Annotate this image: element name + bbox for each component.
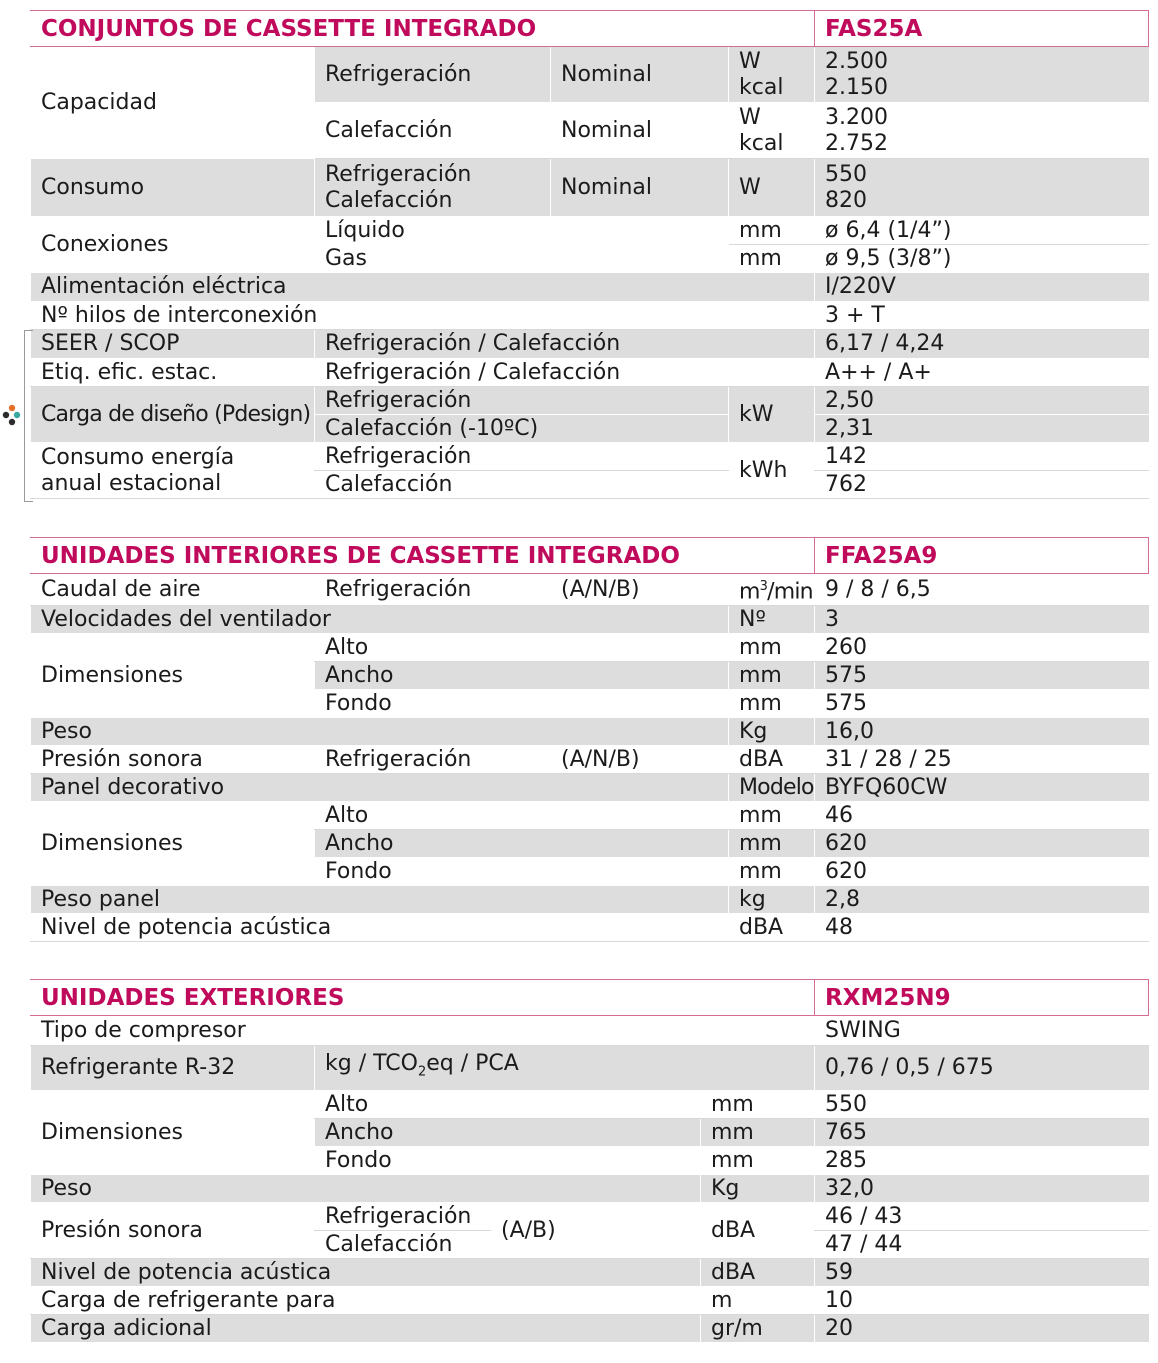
label-peso: Peso [31, 1175, 701, 1203]
value-gas: ø 9,5 (3/8”) [815, 245, 1149, 273]
label-ancho: Ancho [315, 830, 729, 858]
value-hilos: 3 + T [815, 302, 1149, 330]
label-nivel: Nivel de potencia acústica [31, 1259, 701, 1287]
value-carga-adicional: 20 [815, 1315, 1149, 1343]
unit-m3min: $m^3/\min$ [729, 574, 815, 606]
unit-mm: mm [729, 217, 815, 245]
label-ref-cal: Refrigeración / Calefacción [315, 359, 815, 387]
unit-kg: Kg [729, 718, 815, 746]
unit-mm: mm [729, 802, 815, 830]
label-calefaccion: Calefacción [315, 471, 729, 499]
unit-kg: Kg [701, 1175, 815, 1203]
label-alto: Alto [315, 802, 729, 830]
label-dimensiones: Dimensiones [31, 1091, 315, 1175]
value-peso: 16,0 [815, 718, 1149, 746]
label-carga-adicional: Carga adicional [31, 1315, 701, 1343]
label-calefaccion: Calefacción [315, 1231, 491, 1259]
label-alto: Alto [315, 634, 729, 662]
label-fondo: Fondo [315, 1147, 701, 1175]
label-tco-pca: kg / $TCO_2eq$ / PCA [315, 1046, 815, 1091]
model-name: RXM25N9 [815, 980, 1149, 1016]
unit-dba: dBA [701, 1259, 815, 1287]
label-ref-cal: Refrigeración / Calefacción [315, 330, 815, 359]
value-ancho: 575 [815, 662, 1149, 690]
unit-w: W [729, 159, 815, 217]
section-conjuntos [30, 10, 1148, 499]
label-caudal: Caudal de aire [31, 574, 315, 606]
unit-mm: mm [729, 690, 815, 718]
label-consumo: Consumo [31, 159, 315, 217]
value-anual-ref: 142 [815, 443, 1149, 471]
section-interiores [30, 537, 1148, 942]
value-fondo: 285 [815, 1147, 1149, 1175]
unit-mm: mm [701, 1147, 815, 1175]
value-compresor: SWING [815, 1016, 1149, 1046]
model-name: FAS25A [815, 11, 1149, 47]
label-presion: Presión sonora [31, 1203, 315, 1259]
unit-grm: gr/m [701, 1315, 815, 1343]
label-ab: (A/B) [491, 1203, 701, 1259]
label-consumo-anual: Consumo energía anual estacional [31, 443, 315, 499]
label-presion: Presión sonora [31, 746, 315, 774]
value-cap-cal: 3.200 2.752 [815, 103, 1149, 159]
label-refrigeracion: Refrigeración [315, 387, 729, 415]
section-title: UNIDADES EXTERIORES [31, 980, 815, 1016]
label-anb: (A/N/B) [551, 746, 729, 774]
label-refrigeracion: Refrigeración [315, 574, 551, 606]
unit-mm: mm [701, 1119, 815, 1147]
label-dimensiones: Dimensiones [31, 634, 315, 718]
value-cap-ref: 2.500 2.150 [815, 47, 1149, 103]
label-refrigeracion: Refrigeración [315, 746, 551, 774]
label-conexiones: Conexiones [31, 217, 315, 273]
value-alto: 260 [815, 634, 1149, 662]
value-etiq: A++ / A+ [815, 359, 1149, 387]
label-ancho: Ancho [315, 662, 729, 690]
label-cal-10: Calefacción (-10ºC) [315, 415, 729, 443]
label-ancho: Ancho [315, 1119, 701, 1147]
value-caudal: 9 / 8 / 6,5 [815, 574, 1149, 606]
label-refrigerante: Refrigerante R-32 [31, 1046, 315, 1091]
label-gas: Gas [315, 245, 729, 273]
eco-bracket [24, 330, 33, 502]
label-etiq: Etiq. efic. estac. [31, 359, 315, 387]
label-seer: SEER / SCOP [31, 330, 315, 359]
unit-m: m [701, 1287, 815, 1315]
value-peso-panel: 2,8 [815, 886, 1149, 914]
value-seer: 6,17 / 4,24 [815, 330, 1149, 359]
value-liquido: ø 6,4 (1/4”) [815, 217, 1149, 245]
label-alto: Alto [315, 1091, 701, 1119]
label-peso: Peso [31, 718, 729, 746]
section-title: UNIDADES INTERIORES DE CASSETTE INTEGRADO [31, 538, 815, 574]
value-nivel: 59 [815, 1259, 1149, 1287]
unit-w-kcal: W kcal [729, 103, 815, 159]
unit-kw: kW [729, 387, 815, 443]
unit-modelo: Modelo [729, 774, 815, 802]
label-nominal: Nominal [551, 47, 729, 103]
value-carga-ref: 2,50 [815, 387, 1149, 415]
label-fondo: Fondo [315, 690, 729, 718]
value-panel-fondo: 620 [815, 858, 1149, 886]
value-alto: 550 [815, 1091, 1149, 1119]
label-refrigeracion: Refrigeración [315, 1203, 491, 1231]
section-title: CONJUNTOS DE CASSETTE INTEGRADO [31, 11, 815, 47]
value-presion-cal: 47 / 44 [815, 1231, 1149, 1259]
unit-dba: dBA [701, 1203, 815, 1259]
value-carga-cal: 2,31 [815, 415, 1149, 443]
value-ancho: 765 [815, 1119, 1149, 1147]
label-compresor: Tipo de compresor [31, 1016, 815, 1046]
eco-dots-icon [0, 403, 24, 427]
value-nivel: 48 [815, 914, 1149, 942]
label-velocidades: Velocidades del ventilador [31, 606, 729, 634]
value-panel: BYFQ60CW [815, 774, 1149, 802]
value-panel-alto: 46 [815, 802, 1149, 830]
value-refrigerante: 0,76 / 0,5 / 675 [815, 1046, 1149, 1091]
label-alimentacion: Alimentación eléctrica [31, 273, 815, 302]
label-panel: Panel decorativo [31, 774, 729, 802]
label-peso-panel: Peso panel [31, 886, 729, 914]
unit-mm: mm [729, 634, 815, 662]
label-refrigeracion: Refrigeración [315, 443, 729, 471]
value-alimentacion: I/220V [815, 273, 1149, 302]
unit-mm: mm [701, 1091, 815, 1119]
label-nominal: Nominal [551, 159, 729, 217]
label-ref-cal: Refrigeración Calefacción [315, 159, 551, 217]
label-capacidad: Capacidad [31, 47, 315, 159]
unit-kg: kg [729, 886, 815, 914]
unit-mm: mm [729, 245, 815, 273]
value-presion-ref: 46 / 43 [815, 1203, 1149, 1231]
unit-dba: dBA [729, 914, 815, 942]
label-calefaccion: Calefacción [315, 103, 551, 159]
value-carga-para: 10 [815, 1287, 1149, 1315]
unit-mm: mm [729, 858, 815, 886]
label-fondo: Fondo [315, 858, 729, 886]
section-exteriores [30, 979, 1148, 1343]
label-carga-para: Carga de refrigerante para [31, 1287, 701, 1315]
value-presion: 31 / 28 / 25 [815, 746, 1149, 774]
value-fondo: 575 [815, 690, 1149, 718]
value-consumo: 550 820 [815, 159, 1149, 217]
label-liquido: Líquido [315, 217, 729, 245]
value-anual-cal: 762 [815, 471, 1149, 499]
label-nominal: Nominal [551, 103, 729, 159]
unit-mm: mm [729, 830, 815, 858]
label-carga-diseno: Carga de diseño (Pdesign) [31, 387, 315, 443]
value-peso: 32,0 [815, 1175, 1149, 1203]
unit-mm: mm [729, 662, 815, 690]
label-refrigeracion: Refrigeración [315, 47, 551, 103]
value-panel-ancho: 620 [815, 830, 1149, 858]
value-velocidades: 3 [815, 606, 1149, 634]
unit-kwh: kWh [729, 443, 815, 499]
unit-dba: dBA [729, 746, 815, 774]
unit-w-kcal: W kcal [729, 47, 815, 103]
label-hilos: Nº hilos de interconexión [31, 302, 815, 330]
label-anb: (A/N/B) [551, 574, 729, 606]
label-nivel: Nivel de potencia acústica [31, 914, 729, 942]
unit-no: Nº [729, 606, 815, 634]
model-name: FFA25A9 [815, 538, 1149, 574]
label-dimensiones: Dimensiones [31, 802, 315, 886]
